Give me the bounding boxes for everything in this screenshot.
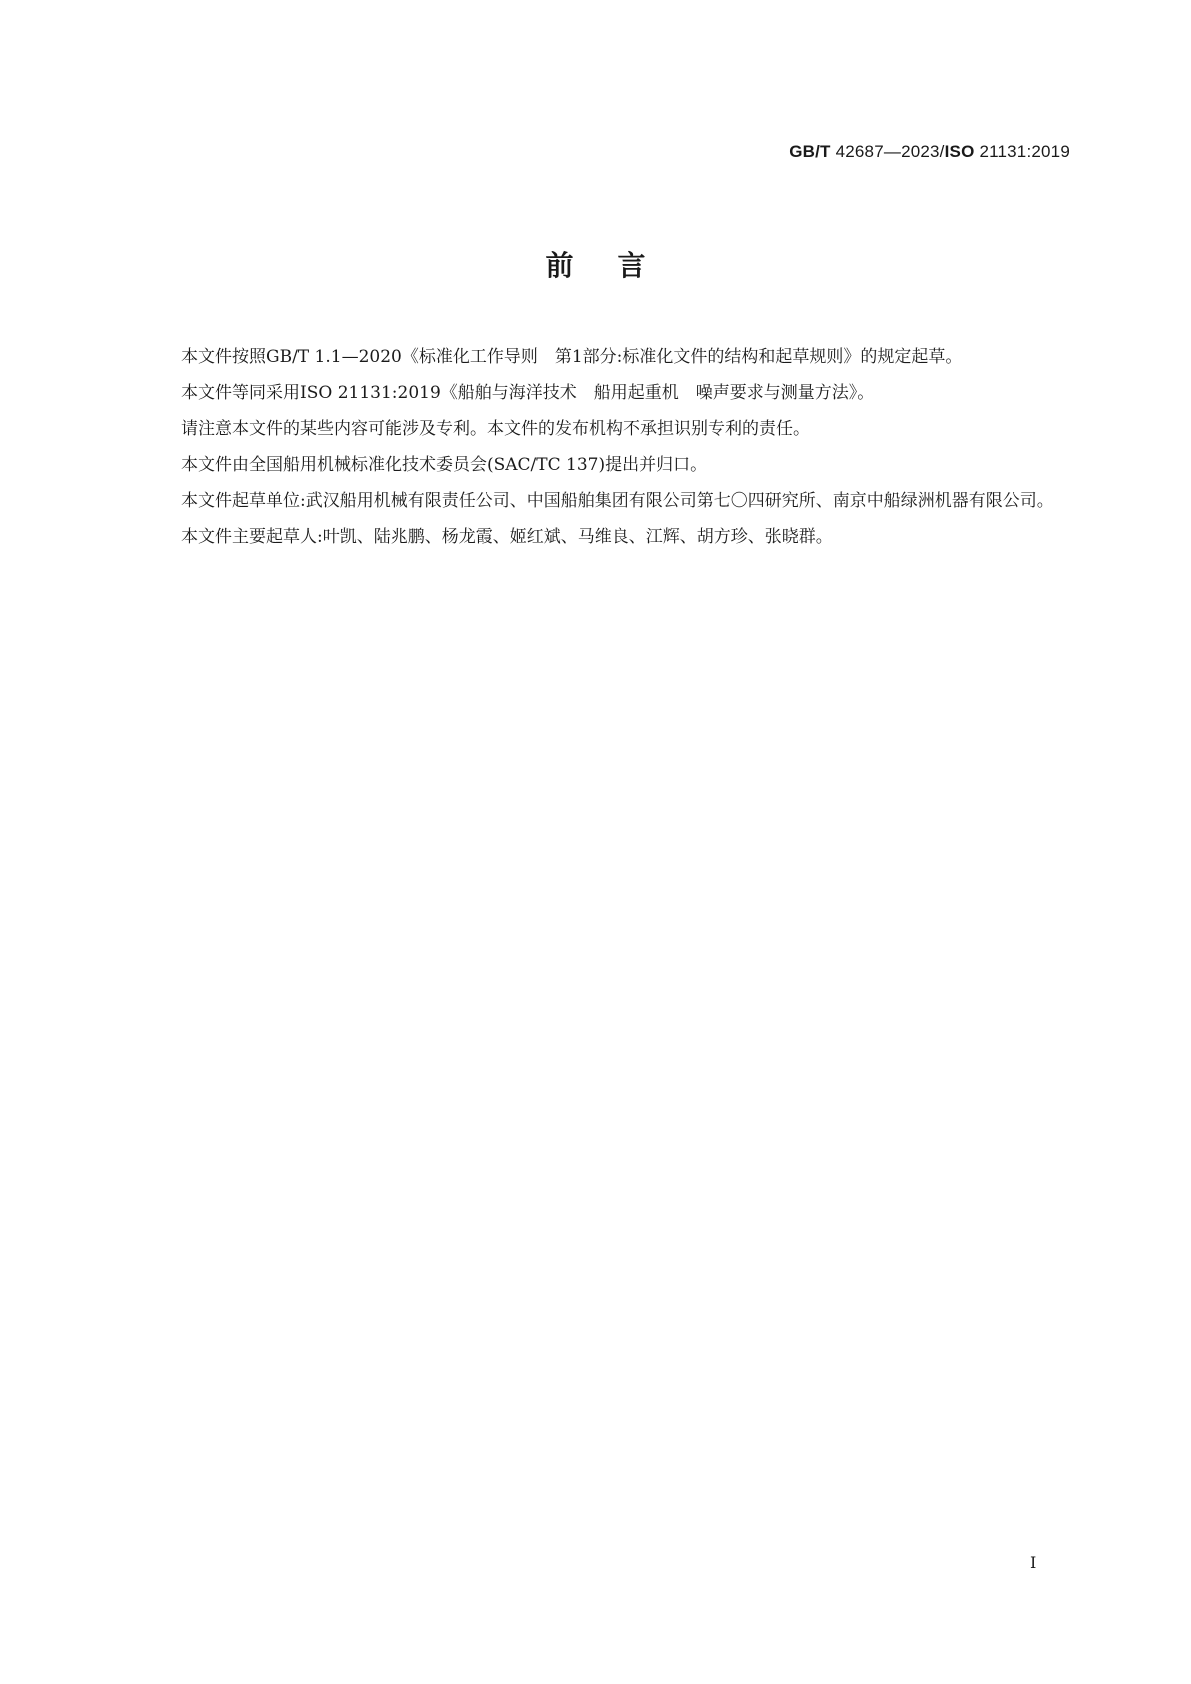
paragraph-patent-notice: 请注意本文件的某些内容可能涉及专利。本文件的发布机构不承担识别专利的责任。 bbox=[181, 419, 810, 439]
iso-prefix: ISO bbox=[944, 142, 975, 161]
paragraph-drafters: 本文件主要起草人:叶凯、陆兆鹏、杨龙霞、姬红斌、马维良、江辉、胡方珍、张晓群。 bbox=[181, 527, 833, 547]
iso-number: 21131:2019 bbox=[979, 142, 1070, 161]
paragraph-drafting-units: 本文件起草单位:武汉船用机械有限责任公司、中国船舶集团有限公司第七〇四研究所、南京中船绿洲机器有限公司。 bbox=[181, 491, 1054, 511]
paragraph-drafting-rules: 本文件按照GB/T 1.1—2020《标准化工作导则 第1部分:标准化文件的结构和起草规则》的规定起草。 bbox=[181, 347, 963, 367]
paragraph-committee: 本文件由全国船用机械标准化技术委员会(SAC/TC 137)提出并归口。 bbox=[181, 455, 708, 475]
foreword-body bbox=[142, 342, 1067, 558]
page-header bbox=[789, 142, 1070, 162]
page-number: I bbox=[1030, 1553, 1037, 1572]
page-title: 前言 bbox=[545, 249, 690, 282]
paragraph-adoption: 本文件等同采用ISO 21131:2019《船舶与海洋技术 船用起重机 噪声要求与测量方法》。 bbox=[181, 383, 875, 403]
standard-prefix: GB/T bbox=[789, 142, 831, 161]
standard-number: 42687—2023/ bbox=[835, 142, 945, 161]
